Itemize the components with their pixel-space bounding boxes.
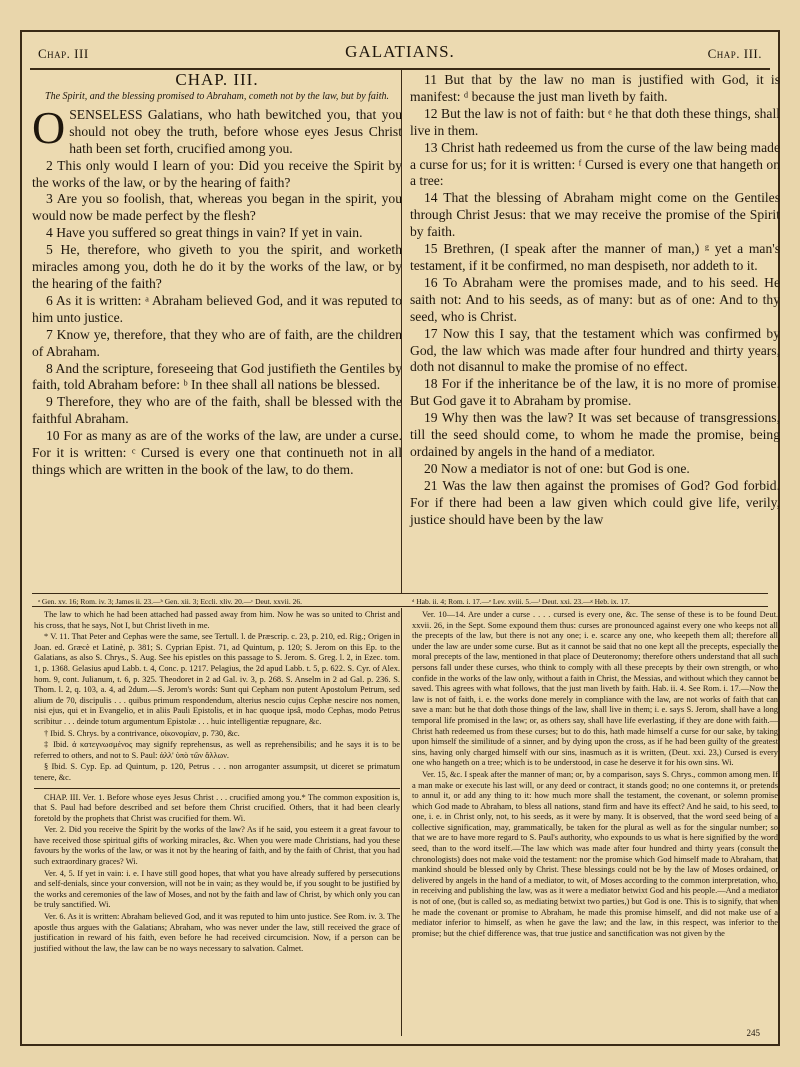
chapter-summary: The Spirit, and the blessing promised to Abraham, cometh not by the law, but by faith. <box>45 90 389 102</box>
cross-references <box>32 593 768 606</box>
verse: 12 But the law is not of faith: but ᵉ he that doth these things, shall live in them. <box>410 105 780 138</box>
chapter-title: CHAP. III. <box>175 70 259 89</box>
verse: 14 That the blessing of Abraham might come on the Gentiles through Christ Jesus: that we may receive the promise of the Spirit by faith. <box>410 190 780 240</box>
verse: 17 Now this I say, that the testament which was confirmed by God, the law which was made after four hundred and thirty years, doth not disannul to make the promise of no effect. <box>410 325 780 375</box>
commentary-note: Ver. 2. Did you receive the Spirit by the works of the law? As if he said, you esteem it a great favour to have received those spiritual gifts of working miracles, &c. When you were made Christians, had you these favours by the works of the law, or was it not by the hearing of faith, and by the faith of Christ, that you had such extraordinary graces? Wi. <box>34 825 400 867</box>
notes-rule <box>32 606 768 607</box>
verse: 13 Christ hath redeemed us from the curse of the law being made a curse for us; for it is written: ᶠ Cursed is every one that hangeth on a tree: <box>410 139 780 189</box>
verse: 8 And the scripture, foreseeing that God justifieth the Gentiles by faith, told Abraham before: ᵇ In thee shall all nations be blessed. <box>32 360 402 393</box>
verse: 15 Brethren, (I speak after the manner of man,) ᵍ yet a man's testament, if it be confirmed, no man despiseth, nor addeth to it. <box>410 241 780 273</box>
commentary-note: ‡ Ibid. ἀ κατεγνωσμένος may signify reprehensus, as well as reprehensibilis; and he says it is to be referred to others, and not to S. Paul: ἀλλ' ὑπὸ τῶν ἄλλων. <box>34 740 400 760</box>
commentary-note: CHAP. III. Ver. 1. Before whose eyes Jesus Christ . . . crucified among you.* The common exposition is, that S. Paul had before described and set before them Christ crucified. Others, that it had been clearly foretold by the prophets that Christ was crucified for them. Wi. <box>34 792 400 823</box>
verse: 3 Are you so foolish, that, whereas you began in the spirit, you would now be made perfect by the flesh? <box>32 191 402 224</box>
verse: 19 Why then was the law? It was set because of transgressions, till the seed should come, to whom he made the promise, being ordained by angels in the hand of a mediator. <box>410 410 780 459</box>
notes-column-divider <box>401 608 402 1036</box>
header-book-title: GALATIANS. <box>345 42 455 61</box>
text-column-left <box>32 72 402 479</box>
verse-1 <box>32 101 402 158</box>
verse: 9 Therefore, they who are of the faith, shall be blessed with the faithful Abraham. <box>32 394 402 427</box>
verse: 4 Have you suffered so great things in vain? If yet in vain. <box>46 225 363 241</box>
commentary-column-left <box>34 610 400 955</box>
verse: 18 For if the inheritance be of the law, it is no more of promise. But God gave it to Abraham by promise. <box>410 376 780 409</box>
commentary-column-right <box>412 610 778 940</box>
header-rule <box>30 68 770 70</box>
verse: 7 Know ye, therefore, that they who are of faith, are the children of Abraham. <box>32 326 402 359</box>
commentary-note: § Ibid. S. Cyp. Ep. ad Quintum, p. 120, Petrus . . . non arroganter assumpsit, ut diceret se primatum tenere, &c. <box>34 762 400 782</box>
verse: 2 This only would I learn of you: Did you receive the Spirit by the works of the law, or by the hearing of faith? <box>32 157 402 190</box>
verse: 21 Was the law then against the promises of God? God forbid. For if there had been a law given which could give life, verily, justice should have been by the law <box>410 477 780 527</box>
verse: 16 To Abraham were the promises made, and to his seed. He saith not: And to his seeds, as of many: but as of one: And to thy seed, who is Christ. <box>410 274 780 324</box>
text-column-right <box>410 72 780 528</box>
commentary-note: Ver. 15, &c. I speak after the manner of man; or, by a comparison, says S. Chrys., common among men. If a man make or execute his last will, or any deed or contract, it stands good; no one contemns it, or pretends to annul it, or add any thing to it: how much more shall the testament, the covenant, or solemn promise which God made to Abraham, to bless all nations, stand firm and have its effect? And he said, to his seed, to one, i. e. in Christ only, not, to his seeds, as it were by many. It is observed, that the word seed being of a collective signification, may, grammatically, be taken for the plural as well as for the singular number; so that we are to have more regard to S. Paul's authority, who expounds to us what is here signified by the word seed, than to the word itself.—The law which was made after four hundred and thirty years (consult the chronologists) does not make void the testament: nor the promise which God himself made to Abraham, that mankind should be blessed only by Christ. These blessings could not be by the law of Moses ordained, or delivered by angels in the hand of a mediator, to wit, of Moses according to the common interpretation, who, in receiving and publishing the law, was as it were a mediator betwixt God and his people.—And a mediator is not of one, (but is called so, as mediating betwixt two parties,) but God is one. This is to signify, that when he made the covenant or promise to Abraham, he made this promise himself, and did not make use of a mediator inferior to himself, as when he gave the law; and the law, in this respect, was inferior to the promise; but the chief difference was, that true justice and sanctification was not given by the <box>412 769 778 938</box>
commentary-note: Ver. 10—14. Are under a curse . . . . cursed is every one, &c. The sense of these is to be found Deut. xxvii. 26, in the Sept. Some expound them thus: curses are pronounced against every one who keeps not all the precepts of the law, but there is not any one; i. e. scarce any one, who keepeth them all; therefore all under the law are under some curse. But as it cannot be said that no one kept all the precepts, especially the moral precepts of the law, mentioned in that place of Deuteronomy; therefore others understand that all such persons fall under these curses, who think to comply with all these precepts by their own strength, or who confide in the works of the law only, without a faith in Christ, the Messias, and without which they cannot be saved. This agrees with what follows, that the just man liveth by faith. Hab. ii. 4. See Rom. i. 17.—Now the law is not of faith, i. e. the works done merely in compliance with the law, are not works of faith that can save a man: but he that doth those things of the law, shall live in them; i. e. says S. Jerom, shall have a long temporal life promised in the law; or, as others say, shall have life everlasting, if they are done with faith.—Christ hath redeemed us from these curses; but to do this, hath made himself a curse for our sake, by taking upon himself the similitude of a sinner, and by dying upon the cross, as if he had been guilty of the greatest sins, having only charged himself with our sins, inasmuch as it is written, (Deut. xxi. 23,) Cursed is every one who hangeth on a tree; which is to be understood, in case he deserve it for his own sins. Wi. <box>412 610 778 768</box>
commentary-note: The law to which he had been attached had passed away from him. Now he was so united to Christ and his cross, that he says, Not I, but Christ liveth in me. <box>34 610 400 630</box>
page-number: 245 <box>746 1028 760 1038</box>
commentary-note: Ver. 6. As it is written: Abraham believed God, and it was reputed to him unto justice. See Rom. iv. 3. The apostle thus argues with the Galatians; Abraham, who was never under the law, still received the grace of justification in reward of his faith, even before he had received circumcision. Now, if a person can be justified without the law, the law can be no ways necessary to salvation. Calmet. <box>34 912 400 953</box>
verse-1-text: SENSELESS Galatians, who hath bewitched you, that you should not obey the truth, before whose eyes Jesus Christ hath been set forth, crucified among you. <box>69 106 402 156</box>
page <box>20 30 780 1046</box>
header-chapter-right: Chap. III. <box>707 46 762 61</box>
commentary-note: Ver. 4, 5. If yet in vain: i. e. I have still good hopes, that what you have already suffered by persecutions and self-denials, since your conversion, will not be in vain; as they would be, if you sought to be justified by the works and ceremonies of the law of Moses, and not by the faith and law of Christ, by which only you can be truly sanctified. Wi. <box>34 868 400 910</box>
running-header <box>32 42 768 64</box>
verse: 10 For as many as are of the works of the law, are under a curse. For it is written: ᶜ Cursed is every one that continueth not in all things which are written in the book of the law, to do them. <box>32 428 402 477</box>
commentary-note: † Ibid. S. Chrys. by a contrivance, οἰκονομίαν, p. 730, &c. <box>44 728 240 738</box>
cross-references-left: ᵃ Gen. xv. 16; Rom. iv. 3; James ii. 23.—ᵇ Gen. xii. 3; Eccli. xliv. 20.—ᶜ Deut. xxvii. 26. <box>38 597 302 606</box>
cross-references-right: ᵈ Hab. ii. 4; Rom. i. 17.—ᵉ Lev. xviii. 5.—ᶠ Deut. xxi. 23.—ᵍ Heb. ix. 17. <box>412 597 630 606</box>
verse: 6 As it is written: ᵃ Abraham believed God, and it was reputed to him unto justice. <box>32 292 402 325</box>
verse: 11 But that by the law no man is justified with God, it is manifest: ᵈ because the just man liveth by faith. <box>410 72 780 104</box>
notes-separator <box>34 788 400 789</box>
header-chapter-left: Chap. III <box>38 46 89 61</box>
commentary-note: * V. 11. That Peter and Cephas were the same, see Tertull. l. de Præscrip. c. 23, p. 210, ed. Rig.; Origen in Joan. ed. Græcè et Latinè, p. 381; S. Cyprian Epist. 71, ad Quintum, p. 120; S. Jerom on this Ep. to the Galatians, as also S. Chrys., S. Aug. See his epistles on this passage to S. Jerom. S. Greg. l. 2, in Ezec. tom. 1, p. 1368. Gelasius apud Labb. t. 4, Conc. p. 1217. Pelagius, the 2d apud Labb. t. 5, p. 622. S. Cyr. of Alex. hom. 9, cont. Julianum, t. 6, p. 325. Theodoret in 2 ad Gal. iv. 3, p. 268. S. Anselm in 2 ad Gal. p. 236. S. Thom. l. 2, q. 103, a. 4, ad 2dum.—S. Jerom's words: Sunt qui Cepham non putent Apostolum Petrum, sed alium de 70, discipulis . . . quibus primum respondendum, alterius nescio cujus Cephæ nescire nos nomen, nisi ejus, qui et in Evangelio, et in aliis Pauli Epistolis, et in hac quoque ipsâ, modo Cephas, modo Petrus scribitur . . . deinde totum argumentum Epistolæ . . . huic intelligentiæ repugnare, &c. <box>34 632 400 726</box>
verse: 20 Now a mediator is not of one: but God is one. <box>424 460 690 476</box>
drop-cap: O <box>32 101 66 153</box>
verse: 5 He, therefore, who giveth to you the spirit, and worketh miracles among you, doth he do it by the works of the law, or by the hearing of the faith? <box>32 242 402 291</box>
